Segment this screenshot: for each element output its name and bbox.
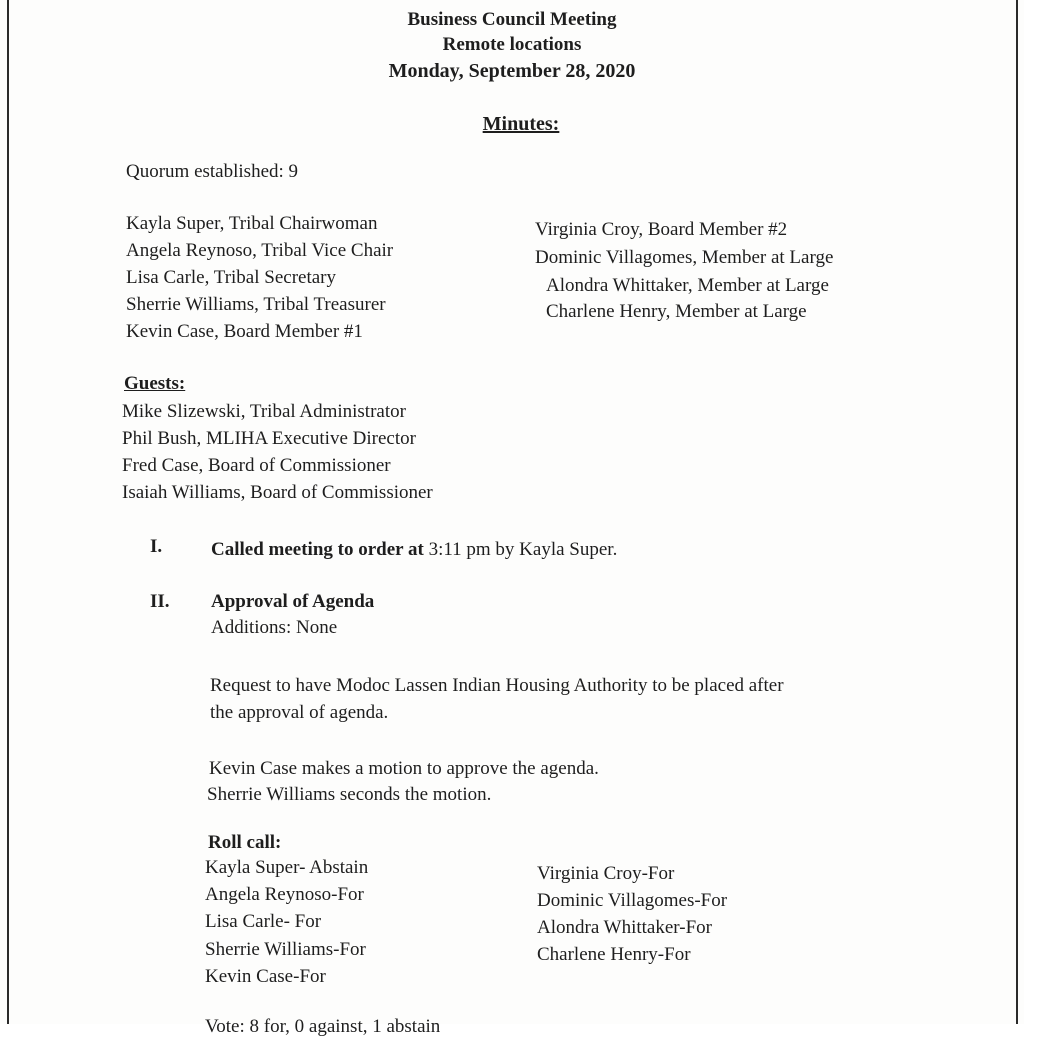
motion-line: Kevin Case makes a motion to approve the agenda. <box>209 758 599 779</box>
roll-call-vote: Alondra Whittaker-For <box>537 917 712 938</box>
attendee: Dominic Villagomes, Member at Large <box>535 247 834 268</box>
attendee: Virginia Croy, Board Member #2 <box>535 219 788 240</box>
roll-call-vote: Dominic Villagomes-For <box>537 890 728 911</box>
attendee: Charlene Henry, Member at Large <box>546 301 807 322</box>
roll-call-vote: Sherrie Williams-For <box>205 939 366 960</box>
section-numeral: II. <box>150 591 170 612</box>
roll-call-vote: Kayla Super- Abstain <box>205 857 369 878</box>
meeting-date: Monday, September 28, 2020 <box>388 60 636 82</box>
guest: Isaiah Williams, Board of Commissioner <box>122 482 433 503</box>
quorum-line: Quorum established: 9 <box>126 161 299 182</box>
roll-call-vote: Angela Reynoso-For <box>205 884 364 905</box>
call-to-order-text: 3:11 pm by Kayla Super. <box>423 539 618 560</box>
cut-off-footer: Vote: 8 for, 0 against, 1 abstain <box>205 1016 441 1037</box>
page-right-edge <box>1016 0 1018 1024</box>
section-numeral: I. <box>150 536 163 557</box>
attendee: Kayla Super, Tribal Chairwoman <box>126 213 378 234</box>
guests-heading: Guests: <box>124 373 186 394</box>
guest: Fred Case, Board of Commissioner <box>122 455 391 476</box>
guest: Phil Bush, MLIHA Executive Director <box>122 428 416 449</box>
additions-line: Additions: None <box>211 617 338 638</box>
roll-call-vote: Lisa Carle- For <box>205 911 322 932</box>
attendee: Angela Reynoso, Tribal Vice Chair <box>126 240 394 261</box>
attendee: Lisa Carle, Tribal Secretary <box>126 267 337 288</box>
attendee: Alondra Whittaker, Member at Large <box>546 275 829 296</box>
cut-off-title <box>455 0 675 6</box>
section-title: Approval of Agenda <box>211 591 375 612</box>
meeting-title: Business Council Meeting <box>407 9 617 30</box>
section-call-to-order <box>211 540 617 559</box>
call-to-order-label: Called meeting to order at <box>211 539 424 560</box>
guest: Mike Slizewski, Tribal Administrator <box>122 401 406 422</box>
attendee: Kevin Case, Board Member #1 <box>126 321 363 342</box>
roll-call-vote: Virginia Croy-For <box>537 863 675 884</box>
request-line: Request to have Modoc Lassen Indian Housing Authority to be placed after <box>210 675 784 696</box>
request-line: the approval of agenda. <box>210 702 389 723</box>
attendee: Sherrie Williams, Tribal Treasurer <box>126 294 386 315</box>
minutes-heading: Minutes: <box>482 113 560 135</box>
roll-call-vote: Kevin Case-For <box>205 966 326 987</box>
meeting-location: Remote locations <box>442 34 582 55</box>
roll-call-vote: Charlene Henry-For <box>537 944 691 965</box>
second-line: Sherrie Williams seconds the motion. <box>207 784 492 805</box>
page-left-edge <box>7 0 9 1024</box>
roll-call-heading: Roll call: <box>208 832 282 853</box>
